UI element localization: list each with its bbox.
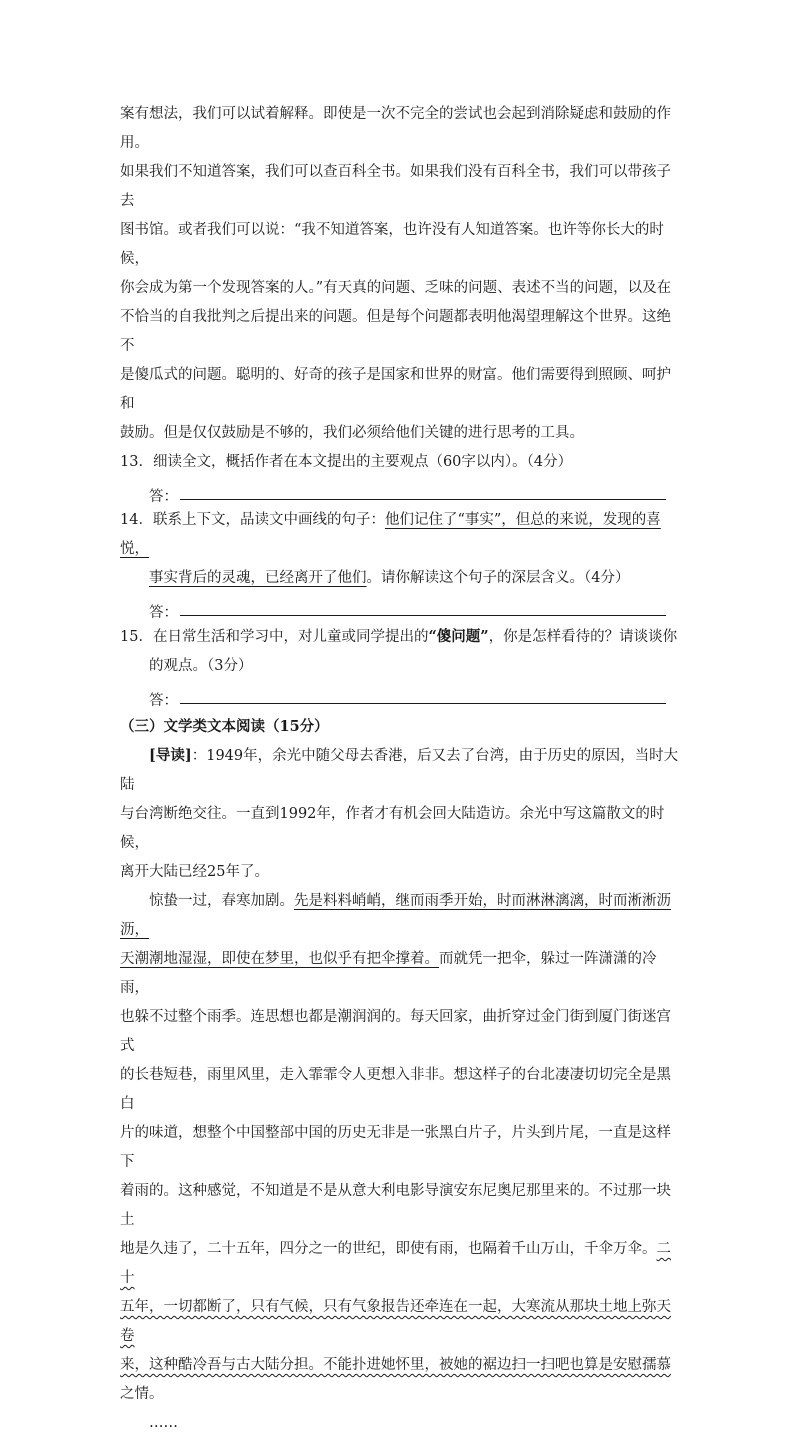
text-line: 你会成为第一个发现答案的人。”有天真的问题、乏味的问题、表述不当的问题，以及在 [120, 280, 672, 296]
text-line: 图书馆。或者我们可以说：“我不知道答案，也许没有人知道答案。也许等你长大的时候， [120, 222, 664, 267]
question-14-line-2 [120, 564, 680, 593]
document-content [120, 100, 680, 1438]
question-14 [120, 506, 680, 622]
question-15-suffix: ，你是怎样看待的？请谈谈你 [488, 629, 678, 645]
question-15-bold-term: “傻问题” [428, 628, 489, 645]
lead-label: [导读] [149, 747, 192, 764]
text-line: 鼓励。但是仅仅鼓励是不够的，我们必须给他们关键的进行思考的工具。 [120, 425, 584, 441]
underlined-sentence-b: 天潮潮地湿湿，即使在梦里，也似乎有把伞撑着。 [120, 951, 439, 967]
underlined-sentence-part-2: 事实背后的灵魂，已经离开了他们 [149, 570, 367, 586]
answer-line[interactable] [180, 703, 666, 704]
text-line: 不恰当的自我批判之后提出来的问题。但是每个问题都表明他渴望理解这个世界。这绝不 [120, 309, 671, 354]
answer-line[interactable] [180, 615, 666, 616]
question-15-line-1 [120, 622, 680, 652]
question-14-prefix: 14．联系上下文，品读文中画线的句子： [120, 512, 385, 528]
question-13-text: 13．细读全文，概括作者在本文提出的主要观点（60字以内）。（4分） [120, 454, 573, 470]
ellipsis: …… [149, 1415, 178, 1431]
text-line [120, 945, 680, 1003]
text-line [120, 1235, 680, 1293]
paragraph-2 [120, 887, 680, 1409]
question-15-answer-row [120, 681, 680, 710]
paragraph-1 [120, 100, 680, 448]
wavy-underlined-part-2: 五年，一切都断了，只有气候，只有气象报告还牵连在一起，大寒流从那块土地上弥天卷 [120, 1299, 671, 1344]
text-line [120, 887, 680, 945]
text-line [120, 1351, 680, 1380]
lead-paragraph [120, 741, 680, 887]
question-15-prefix: 15．在日常生活和学习中，对儿童或同学提出的 [120, 629, 429, 645]
answer-line[interactable] [180, 499, 666, 500]
answer-label: 答： [149, 489, 178, 505]
text-line: 如果我们不知道答案，我们可以查百科全书。如果我们没有百科全书，我们可以带孩子去 [120, 164, 671, 209]
question-15 [120, 622, 680, 710]
section-3-heading: （三）文学类文本阅读（15分） [120, 718, 329, 735]
lead-line-1 [120, 741, 680, 800]
lead-line-3: 离开大陆已经25年了。 [120, 864, 269, 880]
text-line: 的长巷短巷，雨里风里，走入霏霏令人更想入非非。想这样子的台北凄凄切切完全是黑白 [120, 1067, 671, 1112]
text-line: 案有想法，我们可以试着解释。即使是一次不完全的尝试也会起到消除疑虑和鼓励的作用。 [120, 106, 671, 151]
answer-label: 答： [149, 605, 178, 621]
lead-line-2: 与台湾断绝交往。一直到1992年，作者才有机会回大陆造访。余光中写这篇散文的时候， [120, 806, 665, 851]
underlined-sentence-part-1: 他们记住了“事实”，但总的来说，发现的喜悦， [120, 512, 661, 557]
text-line: 之情。 [120, 1386, 164, 1402]
text-line: 也躲不过整个雨季。连思想也都是潮润润的。每天回家，曲折穿过金门街到厦门街迷宫式 [120, 1009, 671, 1054]
text-line [120, 1293, 680, 1351]
question-14-answer-row [120, 593, 680, 622]
text-line: 是傻瓜式的问题。聪明的、好奇的孩子是国家和世界的财富。他们需要得到照顾、呵护和 [120, 367, 671, 412]
question-13-answer-row [120, 477, 680, 506]
text-span: 而就凭一把伞，躲过一阵潇潇的冷雨， [120, 951, 657, 996]
question-14-line-1 [120, 506, 680, 564]
text-span: 惊蛰一过，春寒加剧。 [149, 893, 294, 909]
text-line: 着雨的。这种感觉，不知道是不是从意大利电影导演安东尼奥尼那里来的。不过那一块土 [120, 1183, 671, 1228]
question-15-line-2: 的观点。（3分） [149, 658, 253, 674]
answer-label: 答： [149, 693, 178, 709]
wavy-underlined-part-3: 来，这种酷冷吾与古大陆分担。不能扑进她怀里，被她的裾边扫一扫吧也算是安慰孺慕 [120, 1357, 671, 1373]
lead-text: ：1949年，余光中随父母去香港，后又去了台湾，由于历史的原因，当时大陆 [120, 748, 679, 793]
underlined-sentence-a: 先是料料峭峭，继而雨季开始，时而淋淋漓漓，时而淅淅沥沥， [120, 893, 671, 938]
wavy-underlined-part-1: 二十 [120, 1241, 671, 1286]
question-13 [120, 448, 680, 506]
text-line: 片的味道，想整个中国整部中国的历史无非是一张黑白片子，片头到片尾，一直是这样下 [120, 1125, 671, 1170]
text-span: 地是久违了，二十五年，四分之一的世纪，即使有雨，也隔着千山万山，千伞万伞。 [120, 1241, 657, 1257]
question-14-suffix: 。请你解读这个句子的深层含义。（4分） [366, 570, 630, 586]
